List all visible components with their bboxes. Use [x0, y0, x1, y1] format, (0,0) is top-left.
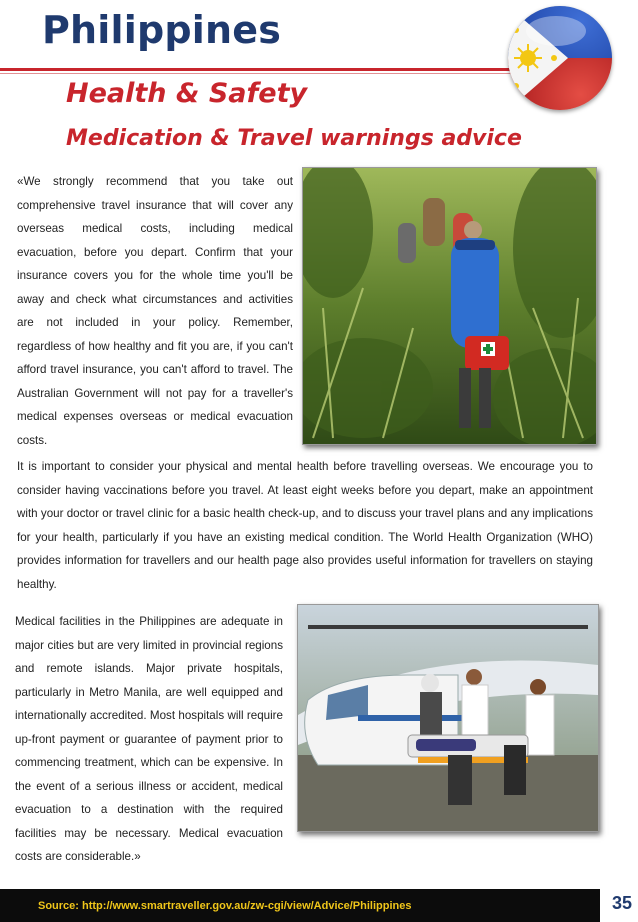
medical-facilities-paragraph: Medical facilities in the Philippines are adequate in major cities but are very limited in provincial regions and remote islands. Major private hospitals, particularly in Metro Manila, are well equipped and internationally accredited. Most hospitals will require up-front payment or guarantee of payment prior to commencing treatment, which can be expensive. In the event of a serious illness or accident, medical evacuation to a destination with the required facilities may be necessary. Medical evacuation costs are considerable.»: [15, 615, 283, 863]
subsection-heading: Medication & Travel warnings advice: [66, 126, 522, 151]
hikers-photo: [302, 167, 597, 445]
vaccination-paragraph: It is important to consider your physical and mental health before travelling overseas. We encourage you to consider having vaccinations before you travel. At least eight weeks before you depart, make an appointment with your doctor or travel clinic for a basic health check-up, and to discuss your travel plans and any implications for your health, particularly if you have an existing medical condition. The World Health Organization (WHO) provides information for travellers and our health page also provides useful information for travellers on staying healthy.: [17, 460, 593, 591]
source-link[interactable]: Source: http://www.smartraveller.gov.au/zw-cgi/view/Advice/Philippines: [38, 900, 412, 912]
insurance-paragraph: «We strongly recommend that you take out comprehensive travel insurance that will cover any overseas medical costs, including medical evacuation, before you depart. Confirm that your insurance covers you for the whole time you'll be away and check what circumstances and activities are not included in your policy. Remember, regardless of how healthy and fit you are, if you can't afford travel insurance, you can't afford to travel. The Australian Government will not pay for a traveller's medical expenses overseas or medical evacuation costs.: [17, 175, 293, 447]
medical-evacuation-photo: [297, 604, 599, 832]
title-underline: [0, 68, 540, 71]
section-heading: Health & Safety: [66, 78, 308, 109]
philippines-flag-icon: [508, 6, 612, 110]
page-number: 35: [611, 893, 633, 913]
title-underline-thin: [0, 73, 540, 74]
page-title: Philippines: [42, 8, 282, 52]
